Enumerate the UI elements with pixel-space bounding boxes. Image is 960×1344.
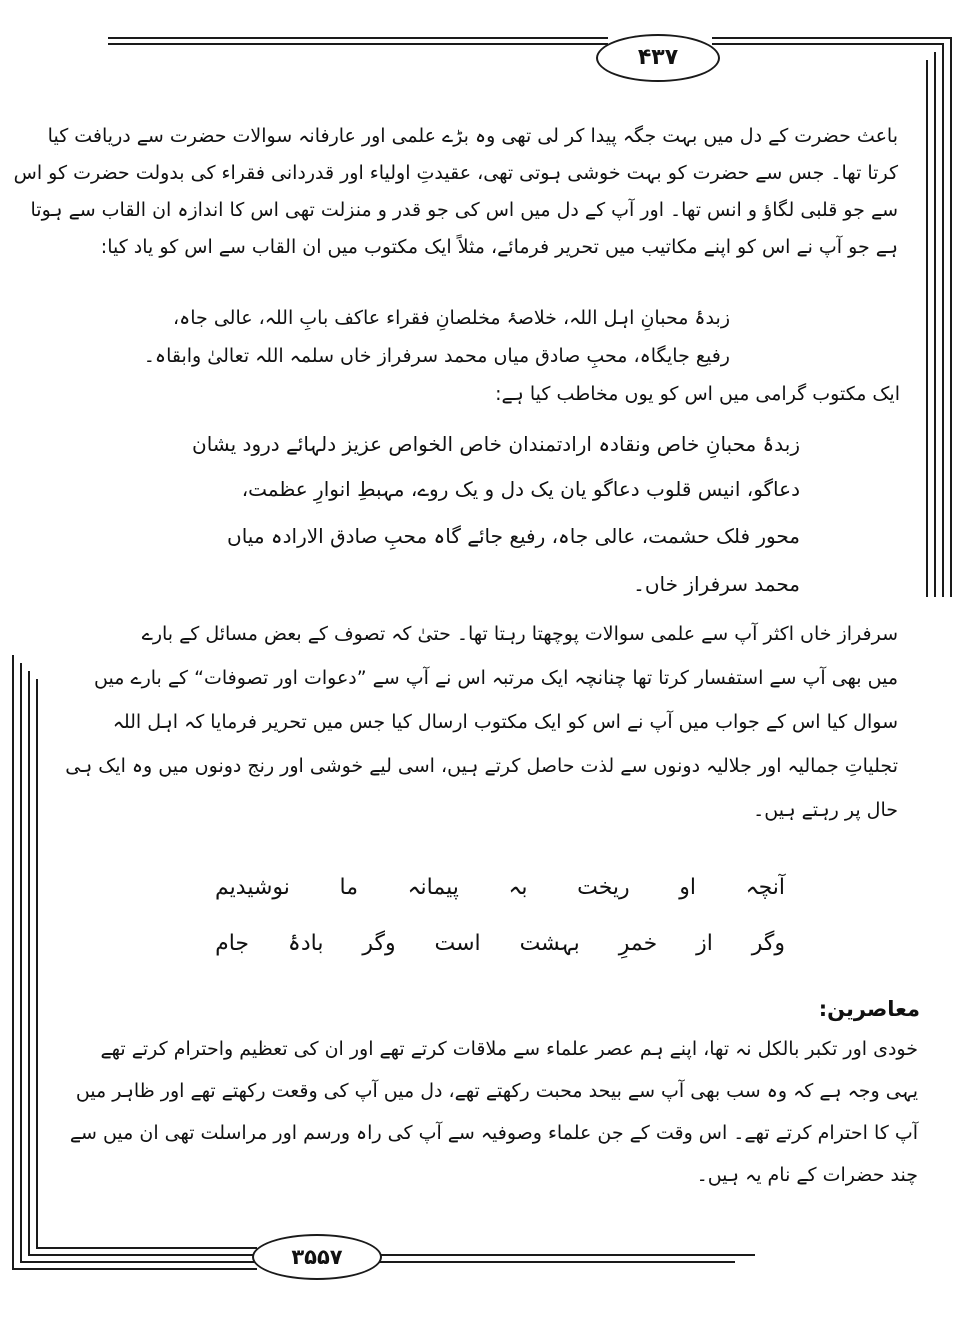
paragraph-1-line-1: باعث حضرت کے دل میں بہت جگہ پیدا کر لی تھی وہ بڑے علمی اور عارفانہ سوالات حضرت سے دریافت کیا — [47, 125, 898, 147]
poem-word: از — [696, 931, 713, 956]
titles-2-line-3: محور فلک حشمت، عالی جاہ، رفیع جائے گاہ محبِ صادق الارادہ میاں — [227, 524, 800, 548]
frame-bottom-rule-right-2 — [375, 1261, 735, 1263]
poem-word: نوشیدیم — [215, 875, 290, 900]
frame-left-rule-2 — [20, 663, 22, 1263]
paragraph-3-line-2: یہی وجہ ہے کہ وہ سب بھی آپ سے بیحد محبت رکھتے تھے، دل میں آپ کی وقعت رکھتے تھے اور ظاہر میں — [75, 1080, 918, 1102]
header-page-number-text: ۴۳۷ — [637, 45, 679, 70]
poem-word: خمرِ — [618, 931, 658, 956]
poem-line-1 — [215, 868, 785, 908]
frame-bottom-rule-3 — [28, 1254, 257, 1256]
intro-2: ایک مکتوب گرامی میں اس کو یوں مخاطب کیا ہے: — [495, 383, 900, 405]
poem-word: او — [679, 875, 697, 900]
paragraph-2-line-2: میں بھی آپ سے استفسار کرتا تھا چنانچہ ایک مرتبہ اس نے آپ سے ”دعوات اور تصوفات“ کے بارے میں — [94, 667, 898, 689]
paragraph-2-line-1: سرفراز خاں اکثر آپ سے علمی سوالات پوچھتا رہتا تھا۔ حتیٰ کہ تصوف کے بعض مسائل کے بارے — [141, 623, 898, 645]
frame-left-rule-3 — [28, 671, 30, 1256]
frame-right-rule-4 — [926, 60, 928, 597]
paragraph-1-line-2: کرتا تھا۔ جس سے حضرت کو بہت خوشی ہوتی تھی، عقیدتِ اولیاء اور قدردانی فقراء کی بدولت حضرت کو اس — [13, 162, 898, 184]
paragraph-3-line-4: چند حضرات کے نام یہ ہیں۔ — [696, 1164, 918, 1186]
header-page-number — [596, 34, 720, 82]
titles-2-line-2: دعاگو، انیس قلوب دعاگو یان یک دل و یک روے، مہبطِ انوارِ عظمت، — [241, 477, 800, 501]
poem-word: بادۂ — [287, 931, 324, 956]
titles-2-line-4: محمد سرفراز خاں۔ — [633, 572, 800, 596]
titles-2-line-1: زبدۂ محبانِ خاص ونقادہ ارادتمندان خاص الخواص عزیز دلہائے درود یشان — [192, 432, 800, 456]
frame-right-rule-outer — [950, 37, 952, 597]
frame-top-rule-inner-right — [712, 43, 942, 45]
paragraph-3-line-3: آپ کا احترام کرتے تھے۔ اس وقت کے جن علماء وصوفیہ سے آپ کی راہ ورسم اور مراسلت تھی ان میں سے — [69, 1122, 918, 1144]
frame-top-rule-outer-right — [712, 37, 952, 39]
paragraph-2-line-4: تجلیاتِ جمالیہ اور جلالیہ دونوں سے لذت حاصل کرتے ہیں، اسی لیے خوشی اور رنج دونوں میں وہ ایک ہی — [65, 755, 898, 777]
poem-word: ریخت — [577, 875, 630, 900]
frame-right-rule-3 — [934, 52, 936, 597]
poem-word: جام — [215, 931, 250, 956]
paragraph-2-line-3: سوال کیا اس کے جواب میں آپ نے اس کو ایک مکتوب ارسال کیا جس میں تحریر فرمایا کہ اہل اللہ — [112, 711, 898, 733]
paragraph-1-line-4: ہے جو آپ نے اس کو اپنے مکاتیب میں تحریر فرمائے، مثلاً ایک مکتوب میں ان القاب سے اس کو یاد کیا: — [100, 236, 898, 258]
frame-top-rule-outer — [108, 37, 608, 39]
poem-word: پیمانہ — [407, 875, 459, 900]
frame-bottom-rule-right — [375, 1254, 755, 1256]
titles-1-line-2: رفیع جایگاہ، محبِ صادق میاں محمد سرفراز خاں سلمہ اللہ تعالیٰ وابقاہ۔ — [143, 345, 730, 367]
frame-left-rule-1 — [12, 655, 14, 1270]
footer-page-number — [252, 1234, 382, 1280]
frame-left-rule-4 — [36, 679, 38, 1249]
paragraph-2-line-5: حال پر رہتے ہیں۔ — [753, 799, 898, 821]
paragraph-1 — [13, 118, 898, 266]
frame-top-rule-inner — [108, 43, 608, 45]
section-heading: معاصرین: — [818, 997, 920, 1021]
paragraph-1-line-3: سے جو قلبی لگاؤ و انس تھا۔ اور آپ کے دل میں اس کی جو قدر و منزلت تھی اس کا اندازہ ان القاب سے ہوتا — [30, 199, 898, 221]
frame-bottom-rule-2 — [20, 1261, 257, 1263]
frame-bottom-rule-4 — [36, 1247, 257, 1249]
titles-1-line-1: زبدۂ محبانِ اہل اللہ، خلاصۂ مخلصانِ فقراء عاکف بابِ اللہ، عالی جاہ، — [172, 307, 730, 329]
paragraph-3 — [69, 1028, 918, 1196]
poem-word: بہشت — [519, 931, 580, 956]
footer-page-number-text: ۳۵۵۷ — [291, 1245, 343, 1269]
poem-word: بہ — [508, 875, 528, 900]
poem-word: وگر — [362, 931, 396, 956]
poem-word: آنچہ — [745, 875, 785, 900]
poem-word: است — [434, 931, 481, 956]
poem-word: وگر — [751, 931, 785, 956]
frame-right-rule-inner — [942, 43, 944, 597]
frame-bottom-rule-1 — [12, 1268, 257, 1270]
paragraph-2 — [65, 612, 898, 832]
paragraph-3-line-1: خودی اور تکبر بالکل نہ تھا، اپنے ہم عصر علماء سے ملاقات کرتے تھے اور ان کی تعظیم واحترام کرتے تھے — [100, 1038, 918, 1060]
poem-line-2 — [215, 924, 785, 964]
poem-word: ما — [339, 875, 359, 900]
